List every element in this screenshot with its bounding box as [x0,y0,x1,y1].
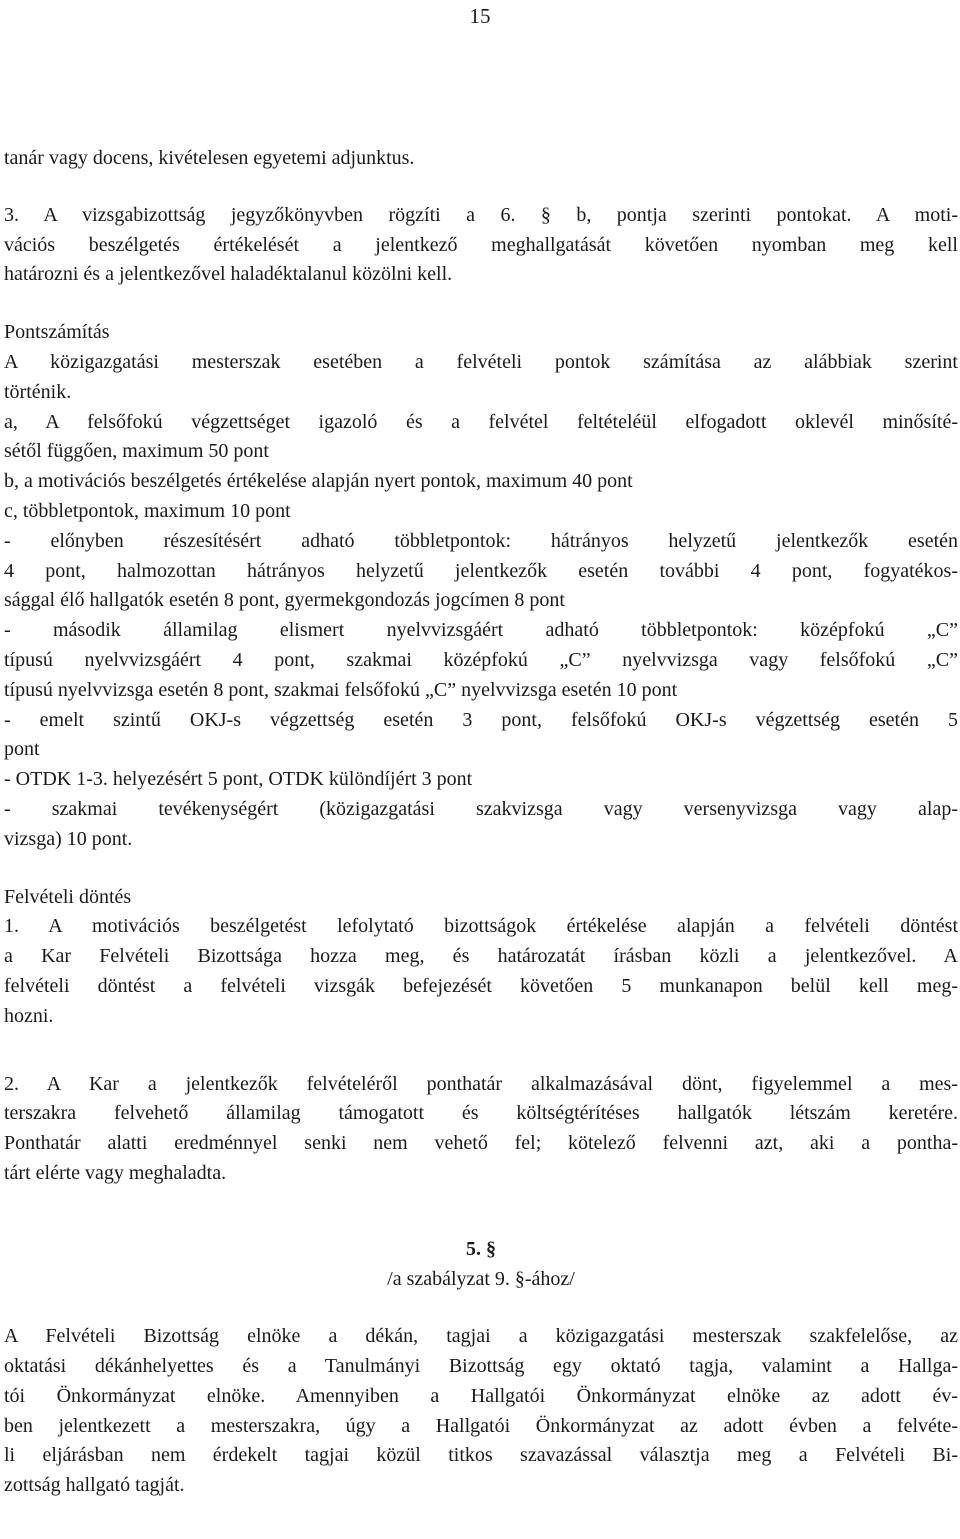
paragraph-line: történik. [4,380,72,403]
bullet-item-cont: vizsga) 10 pont. [4,827,133,850]
paragraph-line: ben jelentkezett a mesterszakra, úgy a Hallgatói Önkormányzat az adott évben a felvéte- [4,1414,958,1437]
paragraph-line: zottság hallgató tagját. [4,1474,185,1497]
list-item-a: a, A felsőfokú végzettséget igazoló és a felvétel feltételéül elfogadott oklevél minősíté- [4,410,958,433]
paragraph-line: a Kar Felvételi Bizottsága hozza meg, és határozatát írásban közli a jelentkezővel. A [4,945,958,968]
section-reference: /a szabályzat 9. §-ához/ [387,1267,575,1290]
paragraph-line: felvételi döntést a felvételi vizsgák befejezését követően 5 munkanapon belül kell meg- [4,974,958,997]
paragraph-line: 2. A Kar a jelentkezők felvételéről ponthatár alkalmazásával dönt, figyelemmel a mes- [4,1072,958,1095]
bullet-item-cont: sággal élő hallgatók esetén 8 pont, gyermekgondozás jogcímen 8 pont [4,589,565,612]
paragraph-line: A közigazgatási mesterszak esetében a felvételi pontok számítása az alábbiak szerint [4,350,958,373]
paragraph-line: tói Önkormányzat elnöke. Amennyiben a Hallgatói Önkormányzat elnöke az adott év- [4,1384,958,1407]
paragraph-gap [4,1189,958,1235]
bullet-item: - OTDK 1-3. helyezésért 5 pont, OTDK különdíjért 3 pont [4,768,473,791]
bullet-item: - előnyben részesítésért adható többletpontok: hátrányos helyzetű jelentkezők esetén [4,529,958,552]
page-number: 15 [469,4,491,28]
paragraph-line: hozni. [4,1004,54,1027]
section-number-title: 5. § [466,1237,496,1260]
paragraph-gap [4,855,958,883]
paragraph-line: határozni és a jelentkezővel haladéktalanul közölni kell. [4,263,453,286]
paragraph-line: A Felvételi Bizottság elnöke a dékán, tagjai a közigazgatási mesterszak szakfelelőse, az [4,1325,958,1348]
list-item-a-cont: sétől függően, maximum 50 pont [4,440,269,463]
list-item-b: b, a motivációs beszélgetés értékelése alapján nyert pontok, maximum 40 pont [4,470,633,493]
paragraph-gap [4,1032,958,1070]
paragraph-gap [4,1294,958,1322]
paragraph-line: li eljárásban nem érdekelt tagjai közül titkos szavazással választja meg a Felvételi Bi- [4,1444,958,1467]
document-body [4,144,958,1501]
paragraph-line: 3. A vizsgabizottság jegyzőkönyvben rögzíti a 6. § b, pontja szerinti pontokat. A moti- [4,203,958,226]
paragraph-line: terszakra felvehető államilag támogatott és költségtérítéses hallgatók létszám keretére. [4,1102,958,1125]
paragraph-gap [4,290,958,318]
bullet-item-cont: típusú nyelvvizsgáért 4 pont, szakmai középfokú „C” nyelvvizsga vagy felsőfokú „C” [4,648,958,671]
paragraph-gap [4,174,958,201]
paragraph-line: 1. A motivációs beszélgetést lefolytató bizottságok értékelése alapján a felvételi döntést [4,915,958,938]
bullet-item: - második államilag elismert nyelvvizsgáért adható többletpontok: középfokú „C” [4,619,958,642]
bullet-item: - szakmai tevékenységért (közigazgatási szakvizsga vagy versenyvizsga vagy alap- [4,797,958,820]
section-heading-felveteli-dontes: Felvételi döntés [4,885,132,908]
paragraph-line: vációs beszélgetés értékelését a jelentkező meghallgatását követően nyomban meg kell [4,233,958,256]
paragraph-line: Ponthatár alatti eredménnyel senki nem vehető fel; kötelező felvenni azt, aki a pontha- [4,1132,958,1155]
bullet-item-cont: 4 pont, halmozottan hátrányos helyzetű jelentkezők esetén további 4 pont, fogyatékos- [4,559,958,582]
paragraph-line: tanár vagy docens, kivételesen egyetemi adjunktus. [4,147,415,169]
bullet-item-cont: típusú nyelvvizsga esetén 8 pont, szakmai felsőfokú „C” nyelvvizsga esetén 10 pont [4,678,678,701]
bullet-item: - emelt szintű OKJ-s végzettség esetén 3 pont, felsőfokú OKJ-s végzettség esetén 5 [4,708,958,731]
list-item-c: c, többletpontok, maximum 10 pont [4,499,291,522]
paragraph-line: tárt elérte vagy meghaladta. [4,1161,227,1184]
bullet-item-cont: pont [4,738,40,761]
section-heading-pontszamitas: Pontszámítás [4,321,110,344]
paragraph-line: oktatási dékánhelyettes és a Tanulmányi Bizottság egy oktató tagja, valamint a Hallga- [4,1355,958,1378]
